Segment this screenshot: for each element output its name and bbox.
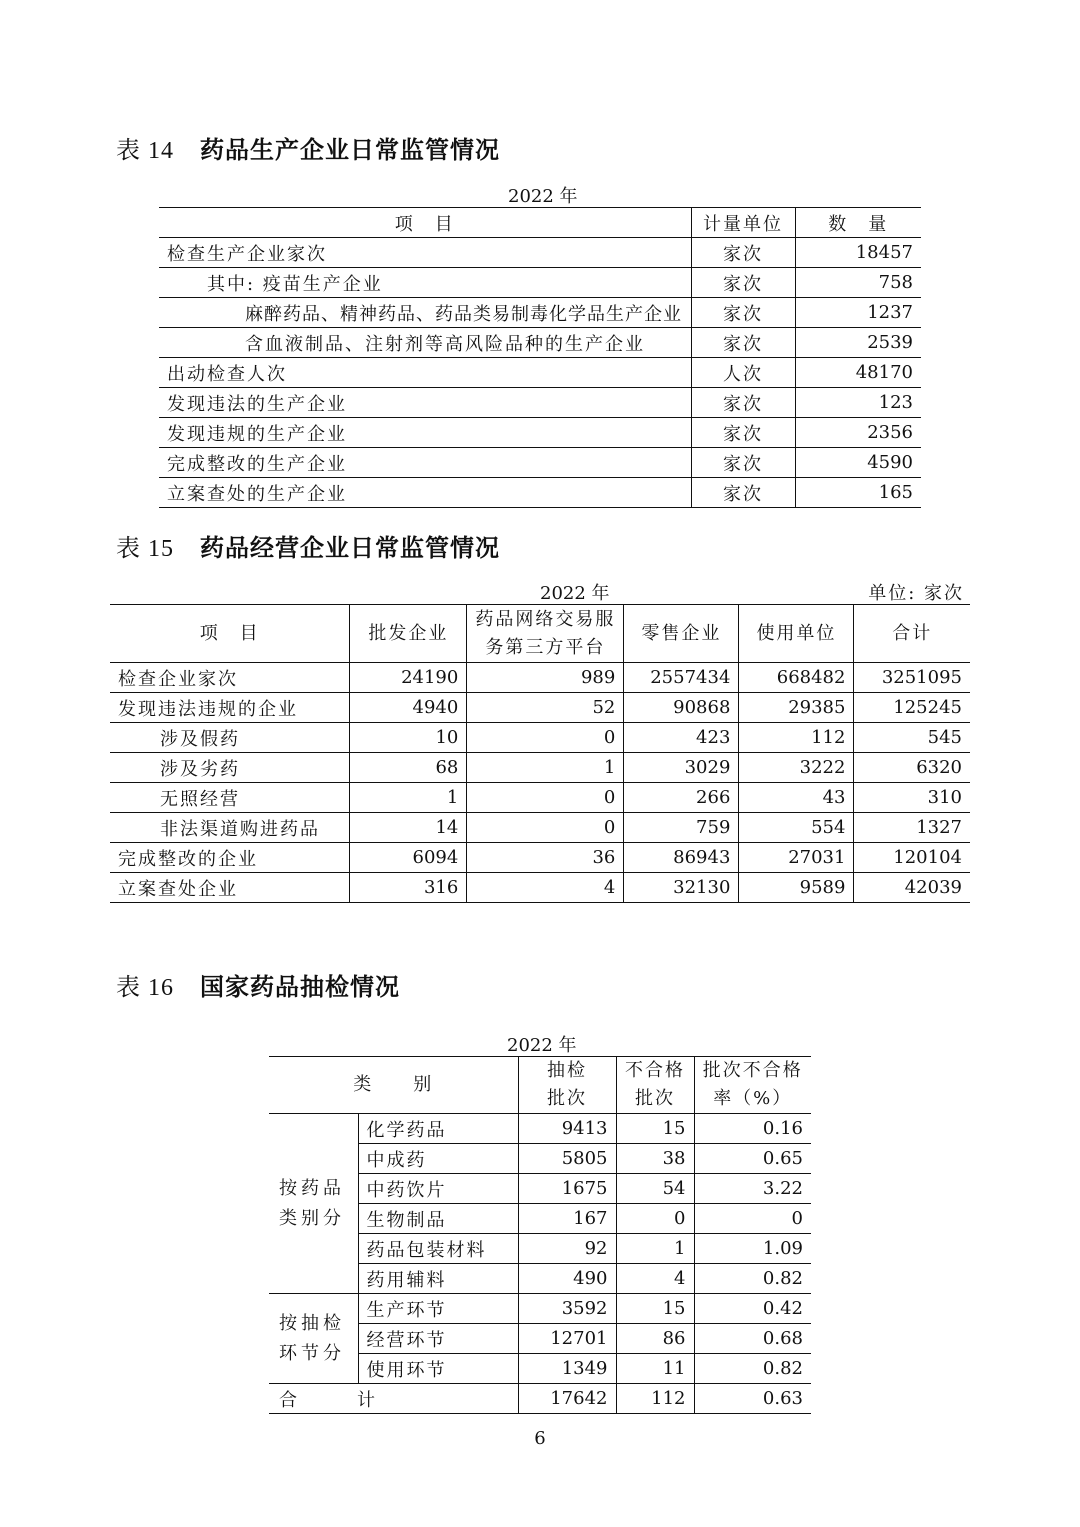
row-item: 立案查处的生产企业	[159, 478, 691, 508]
row-item: 完成整改的生产企业	[159, 448, 691, 478]
table15-header-total: 合计	[854, 605, 970, 663]
cell-user: 112	[739, 723, 854, 753]
row-unit: 家次	[691, 268, 795, 298]
table-row	[159, 268, 921, 298]
cell-platform: 989	[467, 663, 624, 693]
table16-total-row	[269, 1384, 811, 1414]
cell-rate: 0	[694, 1204, 811, 1234]
cell-total: 42039	[854, 873, 970, 903]
table15-header-item: 项 目	[199, 622, 260, 644]
table16-header-sampled-line2: 批次	[547, 1088, 587, 1109]
cell-platform: 1	[467, 753, 624, 783]
row-item: 发现违法的生产企业	[159, 388, 691, 418]
table15	[110, 604, 970, 903]
table15-header-wholesale: 批发企业	[350, 605, 467, 663]
cell-failed: 15	[616, 1114, 694, 1144]
cell-total: 310	[854, 783, 970, 813]
total-sampled: 17642	[518, 1384, 616, 1414]
cell-rate: 0.65	[694, 1144, 811, 1174]
row-value: 2539	[795, 328, 921, 358]
cell-user: 554	[739, 813, 854, 843]
table16-header-sampled	[518, 1057, 616, 1114]
row-unit: 家次	[691, 448, 795, 478]
cell-failed: 1	[616, 1234, 694, 1264]
row-value: 758	[795, 268, 921, 298]
table16-header-sampled-line1: 抽检	[547, 1060, 587, 1081]
cell-wholesale: 24190	[350, 663, 467, 693]
row-unit: 家次	[691, 238, 795, 268]
cell-wholesale: 14	[350, 813, 467, 843]
row-item: 非法渠道购进药品	[110, 813, 350, 843]
cell-sampled: 490	[518, 1264, 616, 1294]
table14-title-text: 药品生产企业日常监管情况	[200, 136, 500, 164]
cell-rate: 3.22	[694, 1174, 811, 1204]
table-row	[159, 388, 921, 418]
row-category: 中药饮片	[358, 1174, 518, 1204]
row-value: 18457	[795, 238, 921, 268]
cell-failed: 15	[616, 1294, 694, 1324]
table-row	[269, 1294, 811, 1324]
cell-retail: 423	[624, 723, 739, 753]
table15-header-platform-line1: 药品网络交易服	[475, 608, 616, 630]
table-row	[159, 448, 921, 478]
table16-header-failed-line1: 不合格	[625, 1060, 685, 1081]
row-value: 4590	[795, 448, 921, 478]
total-label: 合 计	[269, 1384, 518, 1414]
table15-year: 2022 年	[540, 583, 610, 604]
cell-sampled: 1349	[518, 1354, 616, 1384]
cell-total: 3251095	[854, 663, 970, 693]
cell-retail: 90868	[624, 693, 739, 723]
row-value: 1237	[795, 298, 921, 328]
table16-header-failed-line2: 批次	[635, 1088, 675, 1109]
cell-platform: 0	[467, 813, 624, 843]
cell-retail: 759	[624, 813, 739, 843]
table-row	[159, 238, 921, 268]
cell-user: 43	[739, 783, 854, 813]
row-item: 出动检查人次	[159, 358, 691, 388]
row-item: 其中: 疫苗生产企业	[159, 268, 691, 298]
cell-user: 29385	[739, 693, 854, 723]
page-number: 6	[534, 1428, 546, 1449]
cell-total: 125245	[854, 693, 970, 723]
cell-failed: 54	[616, 1174, 694, 1204]
cell-rate: 0.82	[694, 1264, 811, 1294]
cell-retail: 2557434	[624, 663, 739, 693]
table-row	[159, 478, 921, 508]
cell-sampled: 3592	[518, 1294, 616, 1324]
cell-rate: 0.42	[694, 1294, 811, 1324]
table15-header-retail: 零售企业	[624, 605, 739, 663]
row-unit: 家次	[691, 298, 795, 328]
table15-header-platform	[467, 605, 624, 663]
table-row	[110, 813, 970, 843]
table16-header-row	[269, 1057, 811, 1114]
table-row	[110, 693, 970, 723]
cell-total: 545	[854, 723, 970, 753]
table14-header-item: 项 目	[394, 213, 455, 235]
cell-platform: 0	[467, 783, 624, 813]
cell-platform: 36	[467, 843, 624, 873]
row-value: 48170	[795, 358, 921, 388]
cell-retail: 86943	[624, 843, 739, 873]
row-category: 生产环节	[358, 1294, 518, 1324]
cell-failed: 0	[616, 1204, 694, 1234]
row-item: 发现违规的生产企业	[159, 418, 691, 448]
row-unit: 家次	[691, 328, 795, 358]
table-row	[110, 843, 970, 873]
table16-header-failed	[616, 1057, 694, 1114]
row-item: 检查企业家次	[110, 663, 350, 693]
table14-number: 表 14	[116, 138, 174, 164]
row-unit: 家次	[691, 478, 795, 508]
row-item: 含血液制品、注射剂等高风险品种的生产企业	[159, 328, 691, 358]
table-row	[269, 1114, 811, 1144]
row-item: 无照经营	[110, 783, 350, 813]
table14	[159, 207, 921, 508]
cell-wholesale: 6094	[350, 843, 467, 873]
table15-title	[116, 528, 500, 563]
table-row	[110, 723, 970, 753]
group-by-drug-category: 按药品类别分	[269, 1114, 358, 1294]
row-category: 中成药	[358, 1144, 518, 1174]
cell-rate: 1.09	[694, 1234, 811, 1264]
table16-header-rate	[694, 1057, 811, 1114]
row-unit: 家次	[691, 388, 795, 418]
row-unit: 家次	[691, 418, 795, 448]
cell-total: 6320	[854, 753, 970, 783]
table15-header-platform-line2: 务第三方平台	[485, 636, 606, 658]
cell-wholesale: 316	[350, 873, 467, 903]
table16-header-rate-line2: 率（%）	[713, 1088, 793, 1109]
cell-sampled: 92	[518, 1234, 616, 1264]
table14-title	[116, 130, 500, 165]
cell-wholesale: 1	[350, 783, 467, 813]
cell-user: 668482	[739, 663, 854, 693]
row-item: 检查生产企业家次	[159, 238, 691, 268]
cell-failed: 4	[616, 1264, 694, 1294]
table16-header-rate-line1: 批次不合格	[702, 1060, 803, 1081]
row-item: 完成整改的企业	[110, 843, 350, 873]
cell-platform: 0	[467, 723, 624, 753]
table15-unit-note: 单位: 家次	[868, 583, 964, 604]
row-value: 123	[795, 388, 921, 418]
row-category: 药用辅料	[358, 1264, 518, 1294]
cell-total: 120104	[854, 843, 970, 873]
table14-header-row	[159, 208, 921, 238]
table15-header-user: 使用单位	[739, 605, 854, 663]
table-row	[110, 783, 970, 813]
row-category: 化学药品	[358, 1114, 518, 1144]
table-row	[159, 298, 921, 328]
cell-wholesale: 68	[350, 753, 467, 783]
cell-user: 3222	[739, 753, 854, 783]
row-value: 165	[795, 478, 921, 508]
table-row	[159, 358, 921, 388]
table-row	[110, 873, 970, 903]
cell-failed: 86	[616, 1324, 694, 1354]
total-failed: 112	[616, 1384, 694, 1414]
table16-year: 2022 年	[507, 1035, 577, 1056]
row-item: 涉及假药	[110, 723, 350, 753]
row-item: 立案查处企业	[110, 873, 350, 903]
table15-number: 表 15	[116, 536, 174, 562]
row-category: 使用环节	[358, 1354, 518, 1384]
table16-title-text: 国家药品抽检情况	[200, 973, 400, 1001]
table-row	[110, 753, 970, 783]
cell-sampled: 5805	[518, 1144, 616, 1174]
cell-sampled: 12701	[518, 1324, 616, 1354]
cell-wholesale: 4940	[350, 693, 467, 723]
row-unit: 人次	[691, 358, 795, 388]
cell-platform: 52	[467, 693, 624, 723]
cell-failed: 38	[616, 1144, 694, 1174]
table-row	[159, 328, 921, 358]
cell-retail: 266	[624, 783, 739, 813]
row-item: 发现违法违规的企业	[110, 693, 350, 723]
cell-retail: 32130	[624, 873, 739, 903]
cell-user: 27031	[739, 843, 854, 873]
cell-wholesale: 10	[350, 723, 467, 753]
table-row	[110, 663, 970, 693]
cell-user: 9589	[739, 873, 854, 903]
table15-header-row	[110, 605, 970, 663]
table16-header-category: 类 别	[353, 1074, 434, 1095]
cell-retail: 3029	[624, 753, 739, 783]
row-value: 2356	[795, 418, 921, 448]
table16-title	[116, 967, 400, 1002]
cell-sampled: 1675	[518, 1174, 616, 1204]
table14-year: 2022 年	[508, 186, 578, 207]
table-row	[159, 418, 921, 448]
cell-sampled: 167	[518, 1204, 616, 1234]
cell-failed: 11	[616, 1354, 694, 1384]
row-item: 麻醉药品、精神药品、药品类易制毒化学品生产企业	[159, 298, 691, 328]
cell-rate: 0.82	[694, 1354, 811, 1384]
cell-rate: 0.68	[694, 1324, 811, 1354]
group-by-sampling-stage: 按抽检环节分	[269, 1294, 358, 1384]
row-category: 经营环节	[358, 1324, 518, 1354]
table15-title-text: 药品经营企业日常监管情况	[200, 534, 500, 562]
table16	[269, 1056, 811, 1414]
row-category: 药品包装材料	[358, 1234, 518, 1264]
cell-sampled: 9413	[518, 1114, 616, 1144]
table16-number: 表 16	[116, 975, 174, 1001]
total-rate: 0.63	[694, 1384, 811, 1414]
row-category: 生物制品	[358, 1204, 518, 1234]
row-item: 涉及劣药	[110, 753, 350, 783]
cell-platform: 4	[467, 873, 624, 903]
cell-rate: 0.16	[694, 1114, 811, 1144]
cell-total: 1327	[854, 813, 970, 843]
table14-header-unit: 计量单位	[691, 208, 795, 238]
table14-header-quantity: 数 量	[795, 208, 921, 238]
